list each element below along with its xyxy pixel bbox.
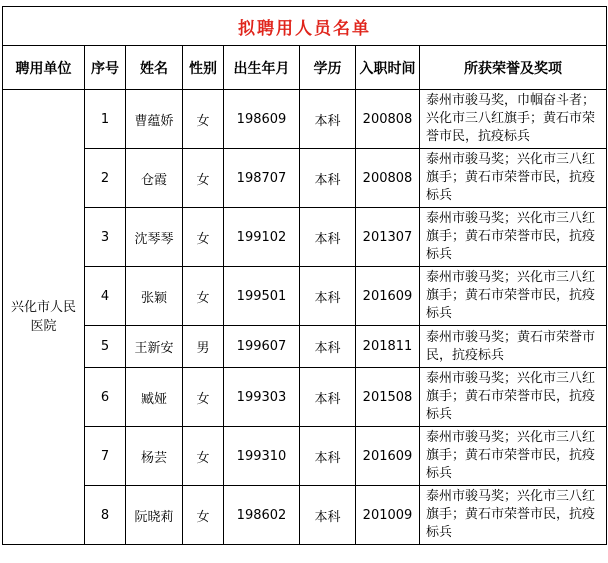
header-unit: 聘用单位	[3, 46, 85, 90]
cell-join-date: 200808	[356, 149, 420, 208]
cell-birth: 199501	[224, 267, 300, 326]
cell-name: 杨芸	[126, 427, 183, 486]
hire-list-table	[2, 6, 607, 545]
header-row	[3, 46, 607, 90]
table-row	[3, 90, 607, 149]
cell-no: 5	[85, 326, 126, 368]
cell-honors: 泰州市骏马奖；兴化市三八红旗手；黄石市荣誉市民，抗疫标兵	[420, 368, 607, 427]
cell-join-date: 200808	[356, 90, 420, 149]
cell-birth: 198602	[224, 486, 300, 545]
cell-honors: 泰州市骏马奖，巾帼奋斗者；兴化市三八红旗手；黄石市荣誉市民，抗疫标兵	[420, 90, 607, 149]
table-row	[3, 427, 607, 486]
cell-name: 曹蕴娇	[126, 90, 183, 149]
cell-education: 本科	[300, 149, 356, 208]
cell-education: 本科	[300, 427, 356, 486]
cell-gender: 女	[183, 208, 224, 267]
header-gender: 性别	[183, 46, 224, 90]
cell-birth: 198707	[224, 149, 300, 208]
table-row	[3, 267, 607, 326]
cell-honors: 泰州市骏马奖；兴化市三八红旗手；黄石市荣誉市民，抗疫标兵	[420, 427, 607, 486]
table-row	[3, 486, 607, 545]
cell-honors: 泰州市骏马奖；兴化市三八红旗手；黄石市荣誉市民，抗疫标兵	[420, 486, 607, 545]
cell-no: 3	[85, 208, 126, 267]
cell-name: 沈琴琴	[126, 208, 183, 267]
header-no: 序号	[85, 46, 126, 90]
cell-name: 阮晓莉	[126, 486, 183, 545]
cell-birth: 199102	[224, 208, 300, 267]
cell-birth: 198609	[224, 90, 300, 149]
cell-education: 本科	[300, 368, 356, 427]
cell-no: 4	[85, 267, 126, 326]
cell-education: 本科	[300, 486, 356, 545]
cell-gender: 女	[183, 368, 224, 427]
cell-honors: 泰州市骏马奖；黄石市荣誉市民，抗疫标兵	[420, 326, 607, 368]
header-education: 学历	[300, 46, 356, 90]
table-row	[3, 368, 607, 427]
cell-name: 王新安	[126, 326, 183, 368]
header-join-date: 入职时间	[356, 46, 420, 90]
cell-join-date: 201811	[356, 326, 420, 368]
unit-cell: 兴化市人民医院	[3, 90, 85, 545]
cell-join-date: 201307	[356, 208, 420, 267]
cell-birth: 199607	[224, 326, 300, 368]
cell-join-date: 201609	[356, 267, 420, 326]
cell-education: 本科	[300, 326, 356, 368]
cell-name: 仓霞	[126, 149, 183, 208]
cell-name: 张颖	[126, 267, 183, 326]
cell-gender: 女	[183, 427, 224, 486]
cell-birth: 199303	[224, 368, 300, 427]
cell-honors: 泰州市骏马奖；兴化市三八红旗手；黄石市荣誉市民，抗疫标兵	[420, 208, 607, 267]
cell-no: 6	[85, 368, 126, 427]
header-honors: 所获荣誉及奖项	[420, 46, 607, 90]
table-row	[3, 326, 607, 368]
cell-gender: 女	[183, 267, 224, 326]
table-row	[3, 149, 607, 208]
cell-join-date: 201009	[356, 486, 420, 545]
cell-honors: 泰州市骏马奖；兴化市三八红旗手；黄石市荣誉市民，抗疫标兵	[420, 149, 607, 208]
cell-no: 1	[85, 90, 126, 149]
cell-education: 本科	[300, 267, 356, 326]
cell-education: 本科	[300, 90, 356, 149]
header-name: 姓名	[126, 46, 183, 90]
cell-education: 本科	[300, 208, 356, 267]
cell-no: 7	[85, 427, 126, 486]
cell-birth: 199310	[224, 427, 300, 486]
cell-gender: 男	[183, 326, 224, 368]
table-title: 拟聘用人员名单	[3, 7, 607, 46]
header-birth: 出生年月	[224, 46, 300, 90]
cell-gender: 女	[183, 90, 224, 149]
cell-no: 2	[85, 149, 126, 208]
cell-no: 8	[85, 486, 126, 545]
table-row	[3, 208, 607, 267]
cell-name: 臧娅	[126, 368, 183, 427]
cell-honors: 泰州市骏马奖；兴化市三八红旗手；黄石市荣誉市民，抗疫标兵	[420, 267, 607, 326]
cell-gender: 女	[183, 486, 224, 545]
cell-join-date: 201609	[356, 427, 420, 486]
cell-join-date: 201508	[356, 368, 420, 427]
cell-gender: 女	[183, 149, 224, 208]
